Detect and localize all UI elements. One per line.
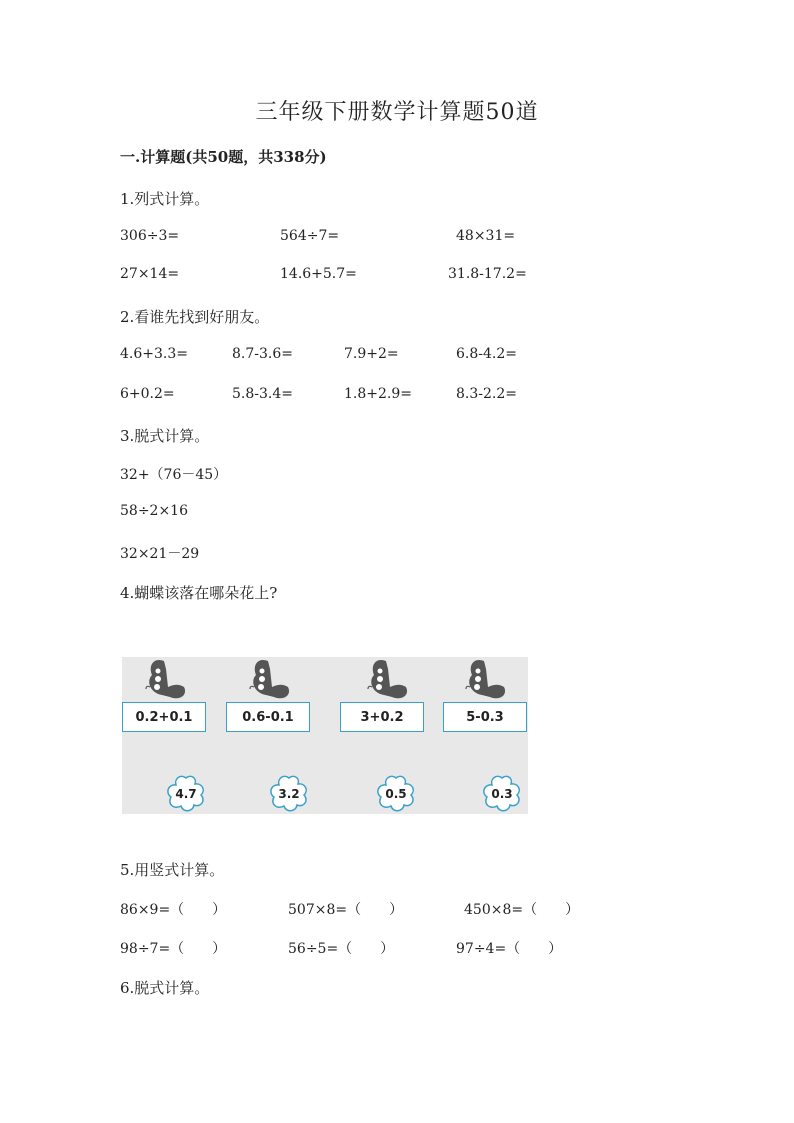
question-4-label: 4.蝴蝶该落在哪朵花上? [120,584,278,602]
q1-item: 27×14= [120,266,180,282]
expression-box: 0.2+0.1 [122,702,206,732]
question-5-label: 5.用竖式计算。 [120,861,225,879]
q5-item: 507×8=（ ） [288,902,404,918]
q5-item: 86×9=（ ） [120,902,227,918]
q5-item: 56÷5=（ ） [288,941,395,957]
section-heading: 一.计算题(共50题，共338分) [120,148,327,166]
q3-item: 32×21－29 [120,546,200,562]
q1-item: 306÷3= [120,228,180,244]
q1-item: 14.6+5.7= [280,266,357,282]
q2-item: 7.9+2= [344,346,399,362]
page-title: 三年级下册数学计算题50道 [255,100,539,125]
expression-box: 0.6-0.1 [226,702,310,732]
flower-value: 0.5 [385,787,407,801]
q5-item: 98÷7=（ ） [120,941,227,957]
question-3-label: 3.脱式计算。 [120,427,210,445]
q1-item: 564÷7= [280,228,340,244]
q2-item: 8.7-3.6= [232,346,293,362]
butterfly-icon [144,657,188,703]
butterfly-icon [366,657,410,703]
question-6-label: 6.脱式计算。 [120,979,210,997]
butterfly-icon [248,657,292,703]
butterfly-icon [464,657,508,703]
flower-value: 4.7 [175,787,197,801]
q2-item: 6.8-4.2= [456,346,517,362]
q3-item: 58÷2×16 [120,503,188,519]
question-2-label: 2.看谁先找到好朋友。 [120,308,270,326]
q1-item: 48×31= [456,228,516,244]
q3-item: 32+（76－45） [120,467,228,483]
q2-item: 8.3-2.2= [456,386,517,402]
question-1-label: 1.列式计算。 [120,190,210,208]
q5-item: 97÷4=（ ） [456,941,563,957]
flower-value: 3.2 [278,787,300,801]
q5-item: 450×8=（ ） [464,902,580,918]
butterfly-flower-figure [122,657,528,814]
expression-box: 5-0.3 [443,702,527,732]
q2-item: 1.8+2.9= [344,386,412,402]
q1-item: 31.8-17.2= [448,266,527,282]
expression-box: 3+0.2 [340,702,424,732]
q2-item: 4.6+3.3= [120,346,188,362]
flower-value: 0.3 [491,787,513,801]
q2-item: 6+0.2= [120,386,175,402]
q2-item: 5.8-3.4= [232,386,293,402]
